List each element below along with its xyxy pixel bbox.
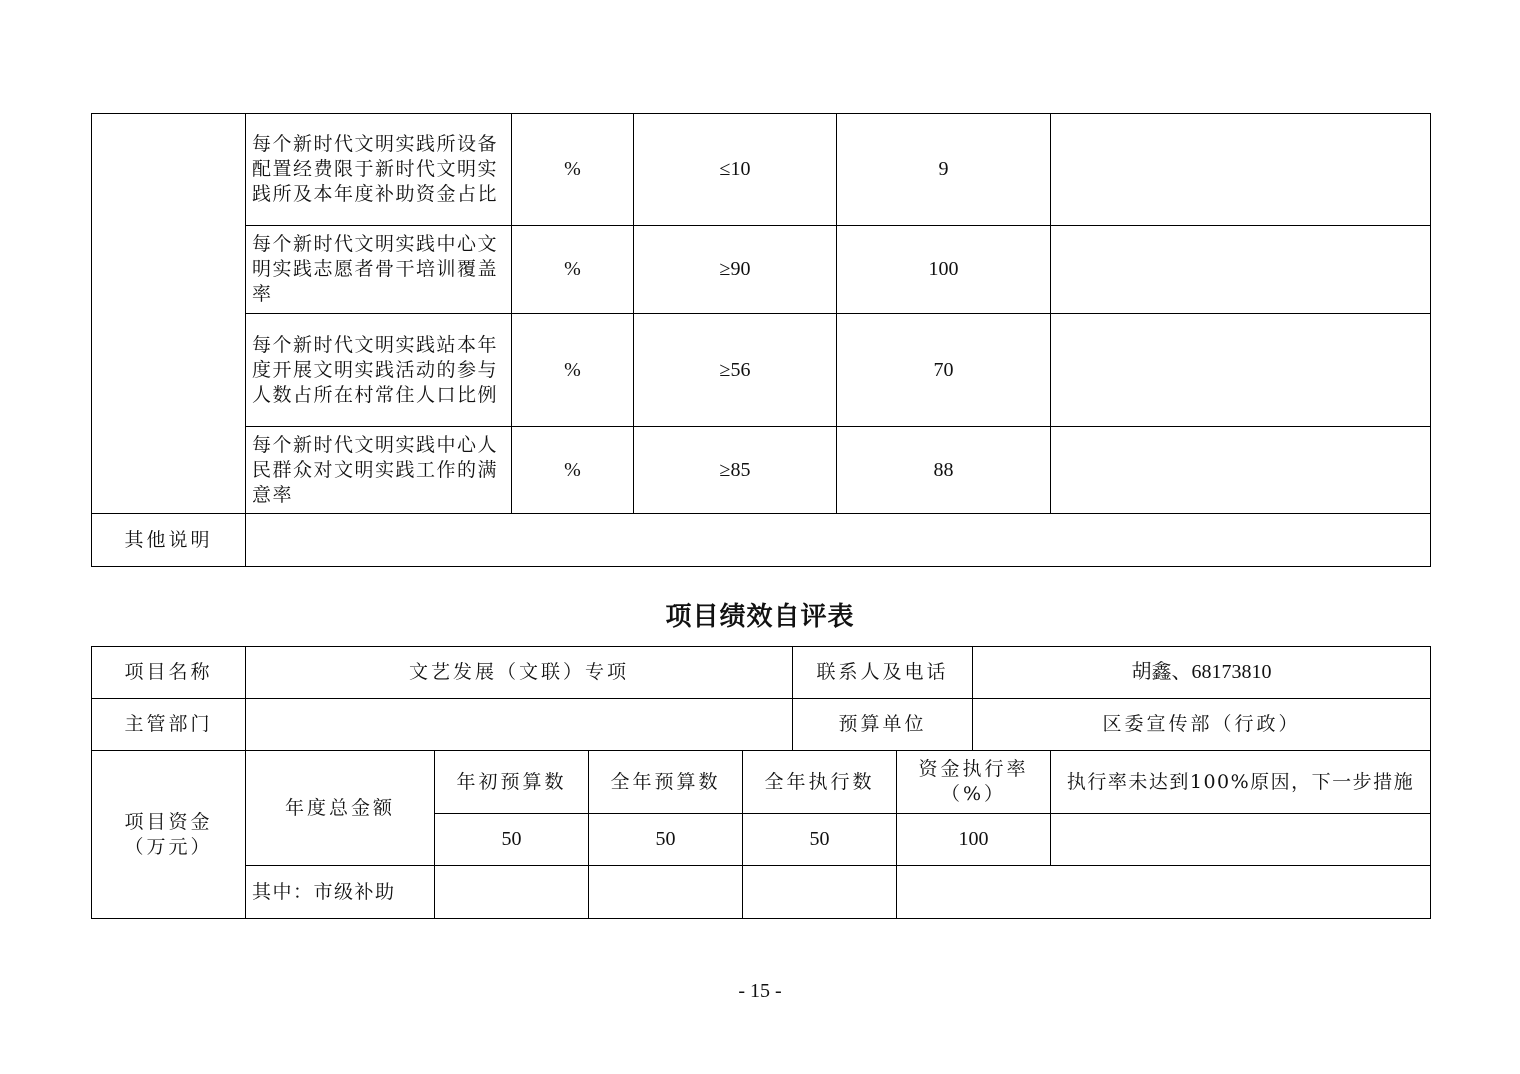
- val-execution-rate: 100: [897, 814, 1051, 866]
- indicator-unit: %: [512, 427, 634, 514]
- table-row: [92, 699, 1431, 751]
- val-full-year-executed: 50: [743, 814, 897, 866]
- municipal-subsidy-label: 其中：市级补助: [246, 866, 435, 919]
- indicator-table: [91, 113, 1431, 567]
- indicator-unit: %: [512, 114, 634, 226]
- indicator-category-cell: [92, 114, 246, 514]
- page-number: - 15 -: [738, 980, 782, 1002]
- indicator-note: [1051, 314, 1431, 427]
- col-full-year-executed: 全年执行数: [743, 751, 897, 814]
- table-row: [92, 114, 1431, 226]
- other-notes-label: 其他说明: [92, 514, 246, 567]
- project-name-value: 文艺发展（文联）专项: [246, 647, 793, 699]
- col-execution-rate: 资金执行率（%）: [897, 751, 1051, 814]
- table-row: [92, 427, 1431, 514]
- val-reason: [1051, 814, 1431, 866]
- indicator-unit: %: [512, 226, 634, 314]
- evaluation-table: [91, 646, 1431, 919]
- dept-label: 主管部门: [92, 699, 246, 751]
- col-reason: 执行率未达到100%原因，下一步措施: [1051, 751, 1431, 814]
- indicator-note: [1051, 114, 1431, 226]
- indicator-actual: 70: [837, 314, 1051, 427]
- indicator-unit: %: [512, 314, 634, 427]
- indicator-name: 每个新时代文明实践所设备配置经费限于新时代文明实践所及本年度补助资金占比: [246, 114, 512, 226]
- annual-total-label: 年度总金额: [246, 751, 435, 866]
- indicator-target: ≥56: [634, 314, 837, 427]
- indicator-actual: 9: [837, 114, 1051, 226]
- indicator-name: 每个新时代文明实践中心人民群众对文明实践工作的满意率: [246, 427, 512, 514]
- col-initial-budget: 年初预算数: [435, 751, 589, 814]
- other-notes-value: [246, 514, 1431, 567]
- table-row: [92, 866, 1431, 919]
- table-row: [92, 751, 1431, 814]
- municipal-subsidy-rest: [897, 866, 1431, 919]
- table-row: [92, 226, 1431, 314]
- page-title: 项目绩效自评表: [665, 602, 855, 632]
- indicator-target: ≥90: [634, 226, 837, 314]
- contact-value: 胡鑫、68173810: [973, 647, 1431, 699]
- project-funds-label: 项目资金（万元）: [92, 751, 246, 919]
- indicator-target: ≥85: [634, 427, 837, 514]
- table-row: [92, 514, 1431, 567]
- indicator-name: 每个新时代文明实践中心文明实践志愿者骨干培训覆盖率: [246, 226, 512, 314]
- indicator-target: ≤10: [634, 114, 837, 226]
- indicator-actual: 100: [837, 226, 1051, 314]
- budget-unit-value: 区委宣传部（行政）: [973, 699, 1431, 751]
- municipal-subsidy-full: [589, 866, 743, 919]
- val-full-year-budget: 50: [589, 814, 743, 866]
- municipal-subsidy-executed: [743, 866, 897, 919]
- table-row: [92, 647, 1431, 699]
- municipal-subsidy-initial: [435, 866, 589, 919]
- indicator-name: 每个新时代文明实践站本年度开展文明实践活动的参与人数占所在村常住人口比例: [246, 314, 512, 427]
- indicator-note: [1051, 226, 1431, 314]
- col-full-year-budget: 全年预算数: [589, 751, 743, 814]
- budget-unit-label: 预算单位: [793, 699, 973, 751]
- table-row: [92, 314, 1431, 427]
- val-initial-budget: 50: [435, 814, 589, 866]
- indicator-actual: 88: [837, 427, 1051, 514]
- contact-label: 联系人及电话: [793, 647, 973, 699]
- project-name-label: 项目名称: [92, 647, 246, 699]
- dept-value: [246, 699, 793, 751]
- indicator-note: [1051, 427, 1431, 514]
